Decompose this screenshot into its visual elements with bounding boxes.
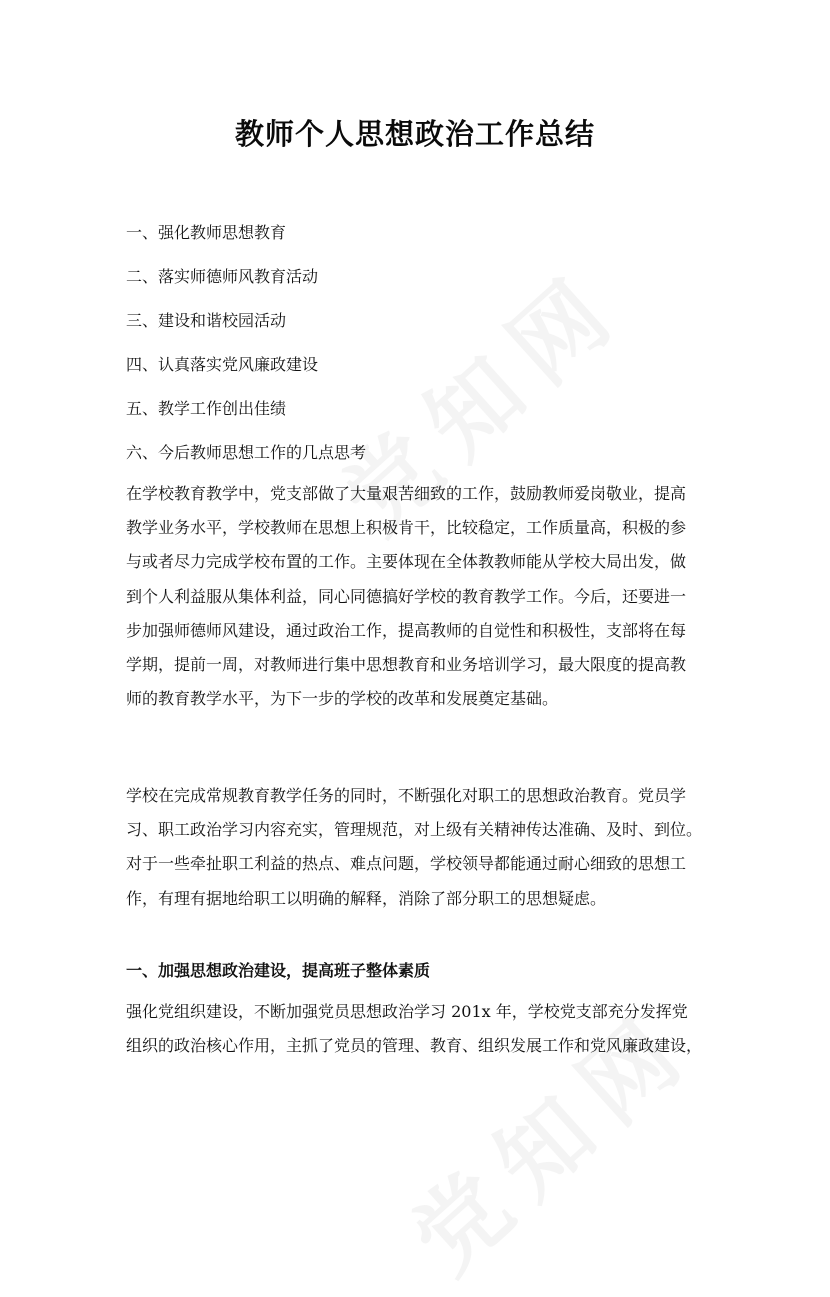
paragraph-1 bbox=[126, 477, 706, 716]
text-line: 学期，提前一周，对教师进行集中思想教育和业务培训学习，最大限度的提高教 bbox=[126, 655, 687, 675]
toc-item: 二、落实师德师风教育活动 bbox=[126, 267, 319, 286]
text-line: 与或者尽力完成学校布置的工作。主要体现在全体教教师能从学校大局出发，做 bbox=[126, 552, 687, 572]
toc-item: 四、认真落实党风廉政建设 bbox=[126, 355, 319, 374]
table-of-contents bbox=[126, 220, 366, 484]
toc-item: 六、今后教师思想工作的几点思考 bbox=[126, 443, 367, 462]
text-line: 组织的政治核心作用，主抓了党员的管理、教育、组织发展工作和党风廉政建设， bbox=[126, 1036, 703, 1056]
section-heading: 一、加强思想政治建设，提高班子整体素质 bbox=[126, 961, 431, 980]
text-line: 作，有理有据地给职工以明确的解释，消除了部分职工的思想疑虑。 bbox=[126, 888, 607, 908]
toc-item: 三、建设和谐校园活动 bbox=[126, 311, 287, 330]
text-line: 习、职工政治学习内容充实，管理规范，对上级有关精神传达准确、及时、到位。 bbox=[126, 820, 703, 840]
text-line: 学校在完成常规教育教学任务的同时，不断强化对职工的思想政治教育。党员学 bbox=[126, 786, 687, 805]
text-line: 强化党组织建设，不断加强党员思想政治学习 201x 年，学校党支部充分发挥党 bbox=[126, 1002, 688, 1021]
text-line: 教学业务水平，学校教师在思想上积极肯干，比较稳定，工作质量高，积极的参 bbox=[126, 518, 687, 538]
toc-item: 五、教学工作创出佳绩 bbox=[126, 399, 287, 418]
paragraph-3 bbox=[126, 995, 706, 1063]
document-title: 教师个人思想政治工作总结 bbox=[234, 117, 595, 151]
paragraph-2 bbox=[126, 779, 706, 916]
toc-item: 一、强化教师思想教育 bbox=[126, 223, 287, 242]
text-line: 步加强师德师风建设，通过政治工作，提高教师的自觉性和积极性，支部将在每 bbox=[126, 620, 687, 640]
text-line: 师的教育教学水平，为下一步的学校的改革和发展奠定基础。 bbox=[126, 689, 559, 709]
text-line: 对于一些牵扯职工利益的热点、难点问题，学校领导都能通过耐心细致的思想工 bbox=[126, 854, 687, 874]
text-line: 在学校教育教学中，党支部做了大量艰苦细致的工作，鼓励教师爱岗敬业，提高 bbox=[126, 484, 687, 503]
text-line: 到个人利益服从集体利益，同心同德搞好学校的教育教学工作。今后，还要进一 bbox=[126, 586, 687, 606]
